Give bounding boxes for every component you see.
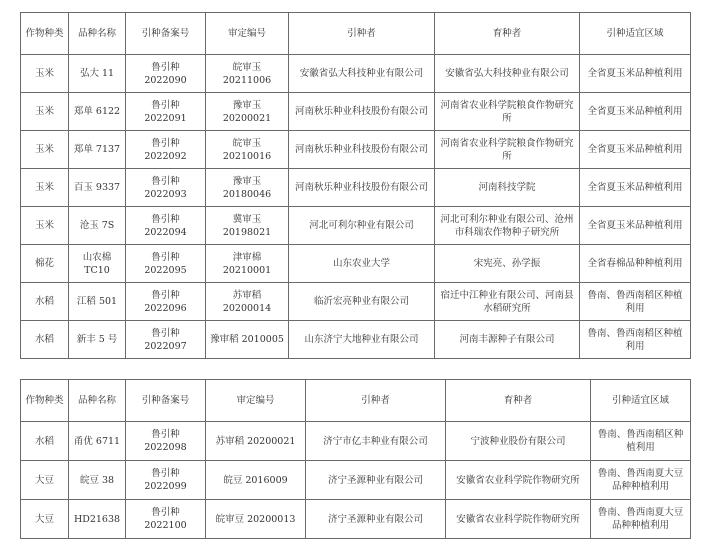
filing-number-cell: 鲁引种 2022097 — [126, 321, 206, 359]
breeder-cell: 河南省农业科学院粮食作物研究所 — [435, 93, 580, 131]
region-cell: 全省春棉品种种植利用 — [580, 245, 691, 283]
region-cell: 全省夏玉米品种植利用 — [580, 169, 691, 207]
variety-name-cell: 郑单 6122 — [69, 93, 126, 131]
table-row — [21, 283, 691, 321]
variety-name-cell: 郑单 7137 — [69, 131, 126, 169]
crop-type-cell: 大豆 — [21, 500, 69, 539]
approval-number-cell: 豫审玉 20180046 — [206, 169, 289, 207]
breeder-cell: 河北可利尔种业有限公司、沧州市科瑞农作物种子研究所 — [435, 207, 580, 245]
table-row — [21, 500, 691, 539]
approval-number-cell: 苏审稻 20200014 — [206, 283, 289, 321]
table-row — [21, 131, 691, 169]
table-row — [21, 93, 691, 131]
breeder-cell: 河南省农业科学院粮食作物研究所 — [435, 131, 580, 169]
breeder-cell: 河南丰源种子有限公司 — [435, 321, 580, 359]
region-cell: 全省夏玉米品种植利用 — [580, 207, 691, 245]
approval-number-cell: 皖审豆 20200013 — [206, 500, 306, 539]
header-filing-number: 引种备案号 — [126, 13, 206, 55]
crop-type-cell: 水稻 — [21, 422, 69, 461]
variety-name-cell: 皖豆 38 — [69, 461, 126, 500]
region-cell: 全省夏玉米品种植利用 — [580, 131, 691, 169]
approval-number-cell: 皖审玉 20211006 — [206, 55, 289, 93]
region-cell: 鲁南、鲁西南夏大豆品种种植利用 — [591, 461, 691, 500]
header-variety-name: 品种名称 — [69, 13, 126, 55]
approval-number-cell: 冀审玉 20198021 — [206, 207, 289, 245]
introducer-cell: 山东农业大学 — [289, 245, 435, 283]
variety-name-cell: 山农棉 TC10 — [69, 245, 126, 283]
variety-name-cell: 江稻 501 — [69, 283, 126, 321]
crop-type-cell: 玉米 — [21, 169, 69, 207]
filing-number-cell: 鲁引种 2022096 — [126, 283, 206, 321]
header-crop-type: 作物种类 — [21, 380, 69, 422]
breeder-cell: 宿迁中江种业有限公司、河南县水稻研究所 — [435, 283, 580, 321]
header-approval-number: 审定编号 — [206, 380, 306, 422]
crop-type-cell: 大豆 — [21, 461, 69, 500]
breeder-cell: 宁波种业股份有限公司 — [446, 422, 591, 461]
breeder-cell: 河南科技学院 — [435, 169, 580, 207]
introducer-cell: 河南秋乐种业科技股份有限公司 — [289, 131, 435, 169]
table-row — [21, 55, 691, 93]
introducer-cell: 济宁市亿丰种业有限公司 — [306, 422, 446, 461]
region-cell: 鲁南、鲁西南稻区种植利用 — [591, 422, 691, 461]
filing-number-cell: 鲁引种 2022091 — [126, 93, 206, 131]
filing-number-cell: 鲁引种 2022094 — [126, 207, 206, 245]
header-variety-name: 品种名称 — [69, 380, 126, 422]
header-breeder: 育种者 — [435, 13, 580, 55]
breeder-cell: 安徽省农业科学院作物研究所 — [446, 500, 591, 539]
variety-name-cell: 新丰 5 号 — [69, 321, 126, 359]
variety-name-cell: HD21638 — [69, 500, 126, 539]
table-row — [21, 245, 691, 283]
header-filing-number: 引种备案号 — [126, 380, 206, 422]
header-row — [21, 380, 691, 422]
header-suitable-region: 引种适宜区域 — [580, 13, 691, 55]
variety-name-cell: 百玉 9337 — [69, 169, 126, 207]
filing-number-cell: 鲁引种 2022099 — [126, 461, 206, 500]
region-cell: 鲁南、鲁西南稻区种植利用 — [580, 321, 691, 359]
crop-type-cell: 棉花 — [21, 245, 69, 283]
header-row — [21, 13, 691, 55]
filing-number-cell: 鲁引种 2022092 — [126, 131, 206, 169]
introducer-cell: 临沂宏亮种业有限公司 — [289, 283, 435, 321]
breeder-cell: 宋宪亮、孙学振 — [435, 245, 580, 283]
introducer-cell: 济宁圣源种业有限公司 — [306, 500, 446, 539]
header-approval-number: 审定编号 — [206, 13, 289, 55]
introducer-cell: 山东济宁大地种业有限公司 — [289, 321, 435, 359]
seed-registry-table-2 — [20, 379, 691, 539]
breeder-cell: 安徽省弘大科技种业有限公司 — [435, 55, 580, 93]
introducer-cell: 安徽省弘大科技种业有限公司 — [289, 55, 435, 93]
filing-number-cell: 鲁引种 2022090 — [126, 55, 206, 93]
breeder-cell: 安徽省农业科学院作物研究所 — [446, 461, 591, 500]
approval-number-cell: 苏审稻 20200021 — [206, 422, 306, 461]
variety-name-cell: 弘大 11 — [69, 55, 126, 93]
filing-number-cell: 鲁引种 2022100 — [126, 500, 206, 539]
region-cell: 鲁南、鲁西南稻区种植利用 — [580, 283, 691, 321]
table-row — [21, 422, 691, 461]
crop-type-cell: 玉米 — [21, 93, 69, 131]
crop-type-cell: 玉米 — [21, 55, 69, 93]
region-cell: 鲁南、鲁西南夏大豆品种种植利用 — [591, 500, 691, 539]
introducer-cell: 河北可利尔种业有限公司 — [289, 207, 435, 245]
variety-name-cell: 沧玉 7S — [69, 207, 126, 245]
introducer-cell: 河南秋乐种业科技股份有限公司 — [289, 93, 435, 131]
approval-number-cell: 津审棉 20210001 — [206, 245, 289, 283]
region-cell: 全省夏玉米品种植利用 — [580, 55, 691, 93]
variety-name-cell: 甬优 6711 — [69, 422, 126, 461]
introducer-cell: 河南秋乐种业科技股份有限公司 — [289, 169, 435, 207]
approval-number-cell: 豫审玉 20200021 — [206, 93, 289, 131]
header-introducer: 引种者 — [289, 13, 435, 55]
region-cell: 全省夏玉米品种植利用 — [580, 93, 691, 131]
header-crop-type: 作物种类 — [21, 13, 69, 55]
approval-number-cell: 豫审稻 2010005 — [206, 321, 289, 359]
header-introducer: 引种者 — [306, 380, 446, 422]
table-row — [21, 461, 691, 500]
table-row — [21, 321, 691, 359]
header-suitable-region: 引种适宜区域 — [591, 380, 691, 422]
seed-registry-table-1 — [20, 12, 691, 359]
header-breeder: 育种者 — [446, 380, 591, 422]
introducer-cell: 济宁圣源种业有限公司 — [306, 461, 446, 500]
approval-number-cell: 皖豆 2016009 — [206, 461, 306, 500]
crop-type-cell: 玉米 — [21, 131, 69, 169]
filing-number-cell: 鲁引种 2022093 — [126, 169, 206, 207]
crop-type-cell: 玉米 — [21, 207, 69, 245]
filing-number-cell: 鲁引种 2022095 — [126, 245, 206, 283]
approval-number-cell: 皖审玉 20210016 — [206, 131, 289, 169]
table-row — [21, 169, 691, 207]
crop-type-cell: 水稻 — [21, 321, 69, 359]
filing-number-cell: 鲁引种 2022098 — [126, 422, 206, 461]
crop-type-cell: 水稻 — [21, 283, 69, 321]
table-row — [21, 207, 691, 245]
